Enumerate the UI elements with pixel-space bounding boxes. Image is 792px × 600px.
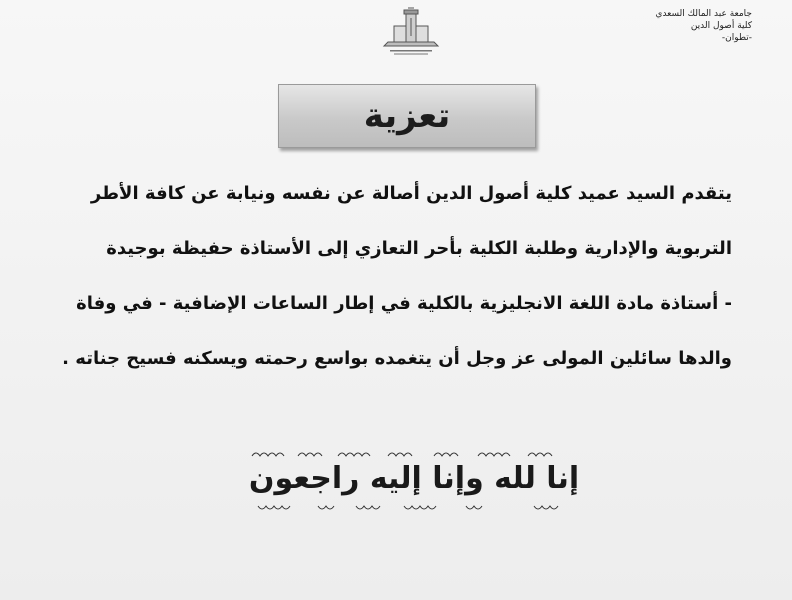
message-line: - أستاذة مادة اللغة الانجليزية بالكلية في إطار الساعات الإضافية - في وفاة: [76, 293, 732, 314]
university-name: جامعة عبد المالك السعدي: [655, 9, 752, 19]
city-name: -تطوان-: [721, 33, 752, 43]
quran-verse-calligraphy: [238, 444, 590, 516]
message-line: التربوية والإدارية وطلبة الكلية بأحر التعازي إلى الأستاذة حفيظة بوجيدة: [106, 238, 732, 259]
message-line: والدها سائلين المولى عز وجل أن يتغمده بواسع رحمته ويسكنه فسيح جناته .: [62, 348, 732, 369]
title-banner: [278, 84, 536, 148]
faculty-logo: [380, 6, 442, 58]
institution-header: [602, 8, 752, 44]
verse-text: إنا لله وإنا إليه راجعون: [248, 461, 580, 496]
message-line: يتقدم السيد عميد كلية أصول الدين أصالة عن نفسه ونيابة عن كافة الأطر: [90, 183, 732, 204]
condolence-message: [60, 166, 732, 386]
faculty-name: كلية أصول الدين: [690, 21, 752, 31]
notice-title: تعزية: [363, 96, 451, 136]
